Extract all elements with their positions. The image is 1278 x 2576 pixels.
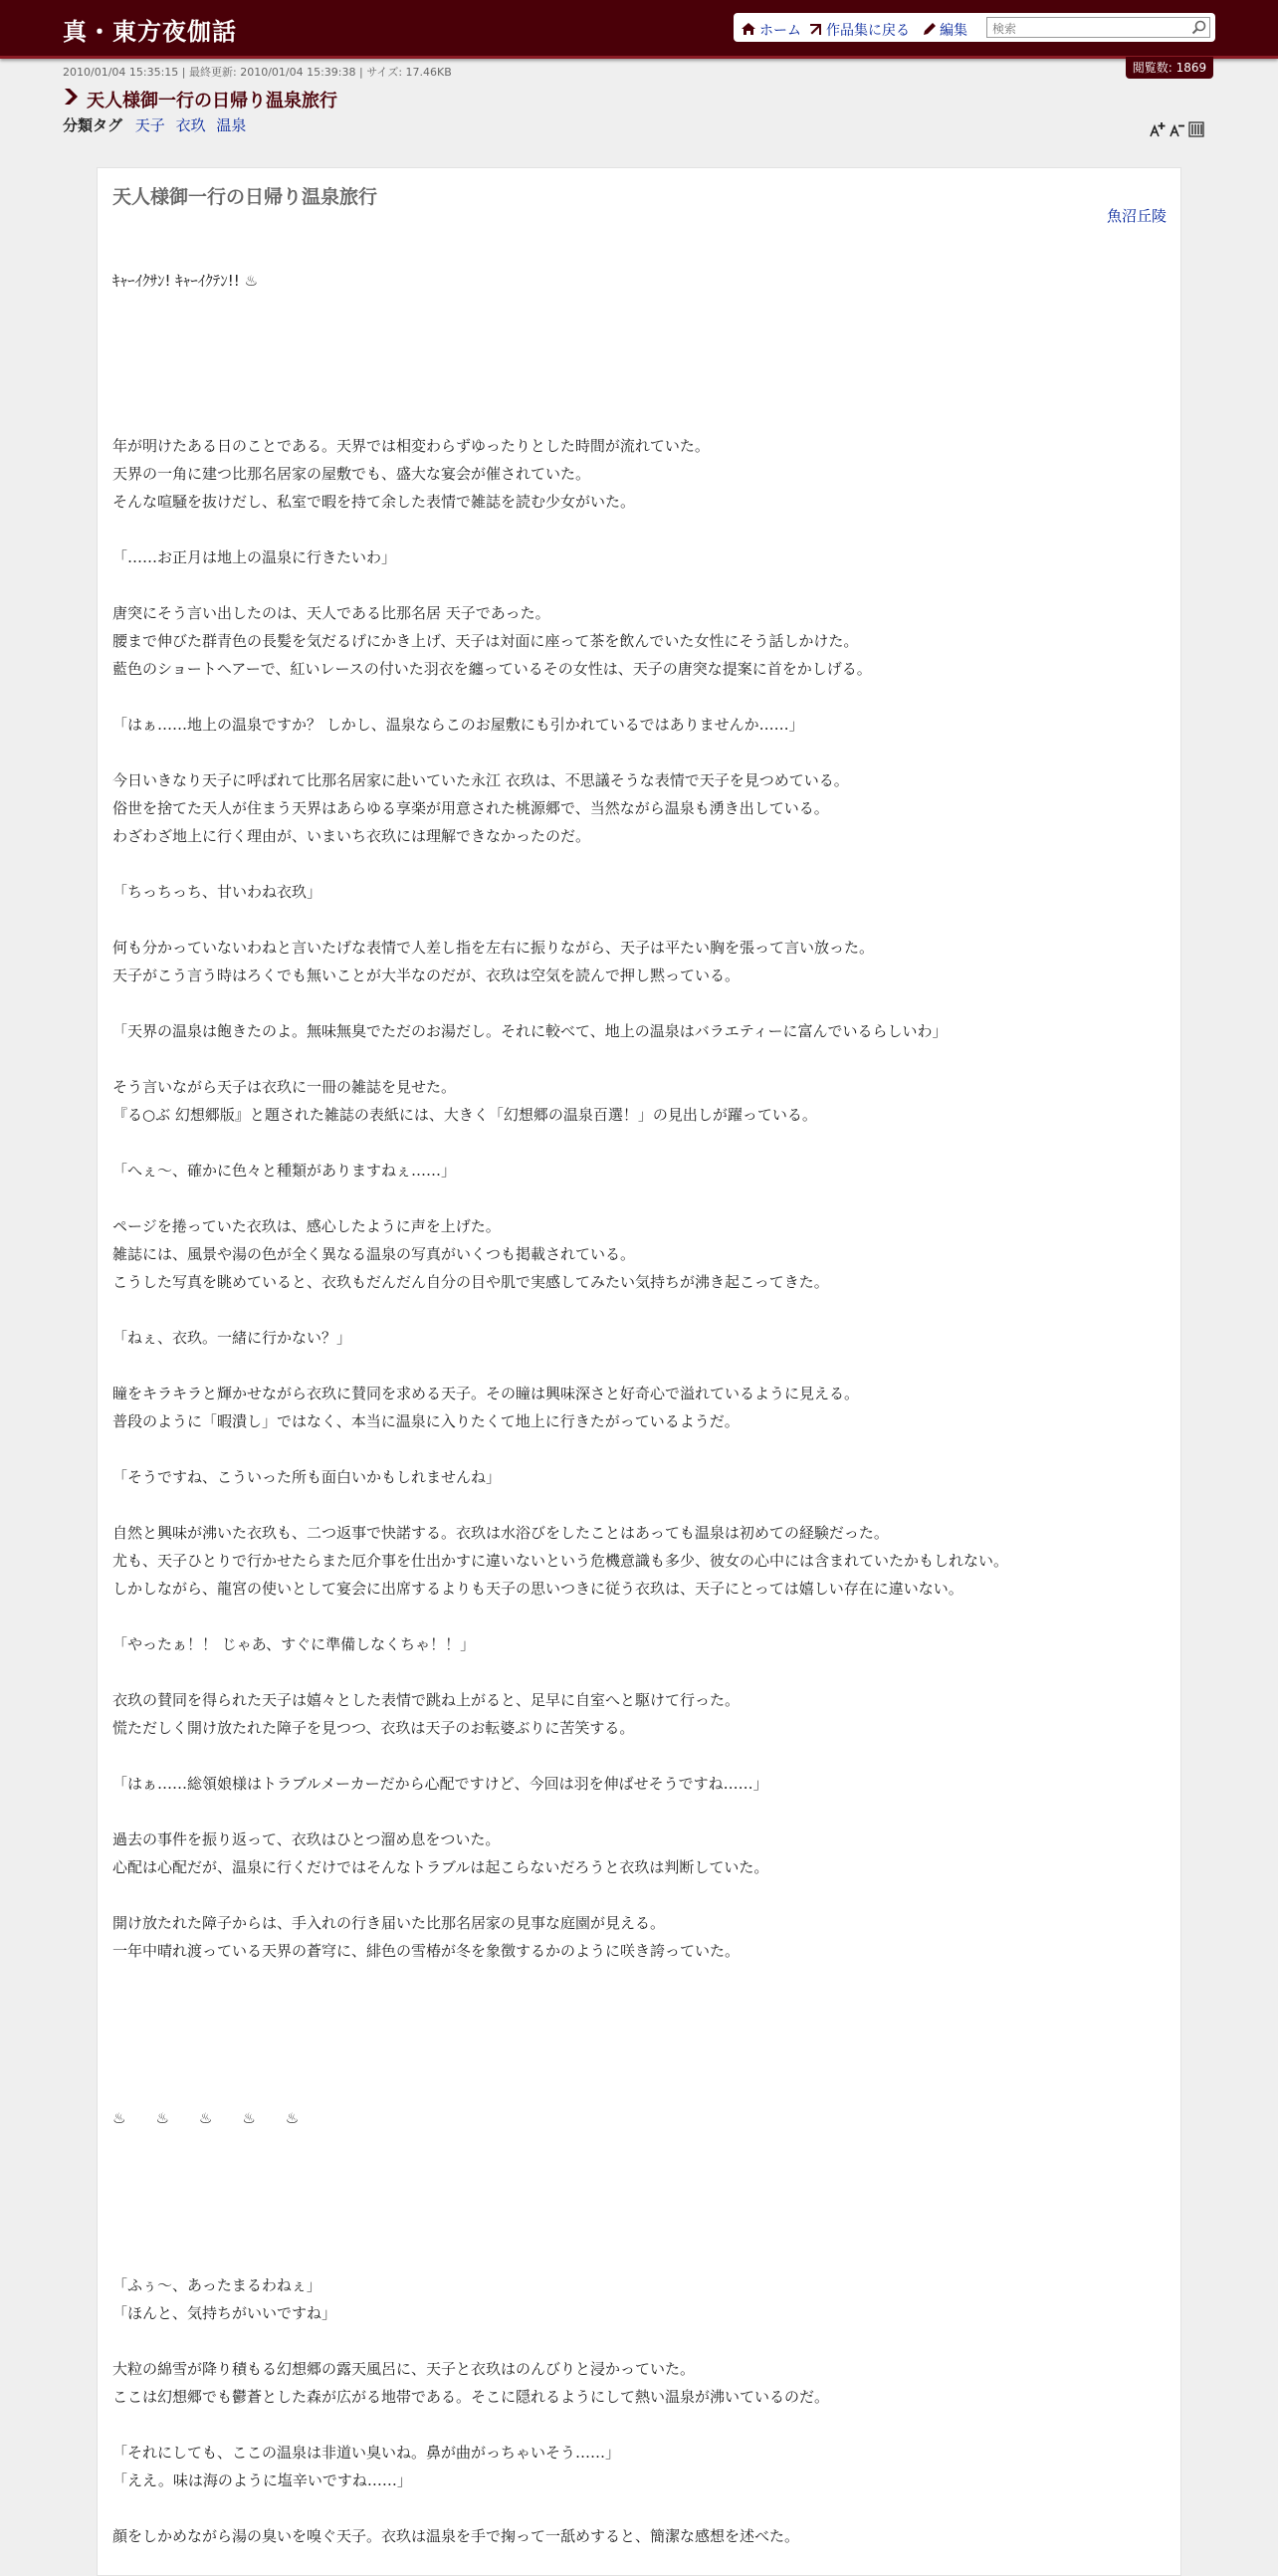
site-header	[0, 0, 1278, 59]
search-box	[986, 17, 1210, 38]
tag-label: 分類タグ	[63, 116, 123, 134]
tag-link[interactable]: 温泉	[216, 116, 247, 134]
story-line: 自然と興味が沸いた衣玖も、二つ返事で快諾する。衣玖は水浴びをしたことはあっても温泉は初めての経験だった。	[112, 1524, 889, 1542]
nav-box	[734, 13, 1215, 42]
story-line: 一年中晴れ渡っている天界の蒼穹に、緋色の雪椿が冬を象徴するかのように咲き誇っていた。	[112, 1942, 741, 1960]
story-line: 「ちっちっち、甘いわね衣玖」	[112, 883, 322, 901]
story-line: 普段のように「暇潰し」ではなく、本当に温泉に入りたくて地上に行きたがっているようだ。	[112, 1412, 740, 1430]
hot-spring-divider: ♨ ♨ ♨ ♨ ♨	[112, 2109, 300, 2127]
tag-link[interactable]: 天子	[134, 116, 165, 134]
story-line: しかしながら、龍宮の使いとして宴会に出席するよりも天子の思いつきに従う衣玖は、天子にとっては嬉しい存在に違いない。	[112, 1580, 963, 1598]
story-line: 瞳をキラキラと輝かせながら衣玖に賛同を求める天子。その瞳は興味深さと好奇心で溢れているように見える。	[112, 1385, 860, 1402]
story-line: 慌ただしく開け放たれた障子を見つつ、衣玖は天子のお転婆ぶりに苦笑する。	[112, 1719, 635, 1737]
story-line: 『る○ぶ 幻想郷版』と題された雑誌の表紙には、大きく「幻想郷の温泉百選！」の見出しが躍っている。	[112, 1106, 817, 1124]
post-meta: 2010/01/04 15:35:15 | 最終更新: 2010/01/04 15:39:38 | サイズ: 17.46KB	[63, 66, 452, 79]
font-size-up-icon[interactable]	[1150, 121, 1166, 141]
story-line: そんな喧騒を抜けだし、私室で暇を持て余した表情で雑誌を読む少女がいた。	[112, 493, 636, 511]
story-line: そう言いながら天子は衣玖に一冊の雑誌を見せた。	[112, 1078, 457, 1096]
story-line: 「へぇ～、確かに色々と種類がありますねぇ……」	[112, 1162, 457, 1180]
nav-edit[interactable]	[923, 20, 967, 40]
story-line: 衣玖の賛同を得られた天子は嬉々とした表情で跳ね上がると、足早に自室へと駆けて行った。	[112, 1691, 741, 1709]
story-line: 何も分かっていないわねと言いたげな表情で人差し指を左右に振りながら、天子は平たい胸を張って言い放った。	[112, 939, 875, 957]
story-line: 「ふぅ～、あったまるわねぇ」	[112, 2276, 321, 2294]
home-icon	[741, 22, 756, 40]
story-line: 「やったぁ！！ じゃあ、すぐに準備しなくちゃ！！」	[112, 1635, 476, 1653]
story-line: 「それにしても、ここの温泉は非道い臭いね。鼻が曲がっちゃいそう……」	[112, 2444, 621, 2462]
story-line: 今日いきなり天子に呼ばれて比那名居家に赴いていた永江 衣玖は、不思議そうな表情で天子を見つめている。	[112, 771, 849, 789]
story-line: ページを捲っていた衣玖は、感心したように声を上げた。	[112, 1217, 501, 1235]
story-line: 天子がこう言う時はろくでも無いことが大半なのだが、衣玖は空気を読んで押し黙っている。	[112, 966, 741, 984]
story-line: 「ええ。味は海のように塩辛いですね……」	[112, 2471, 412, 2489]
story-line: 「ねぇ、衣玖。一緒に行かない？」	[112, 1329, 352, 1347]
story-line: 年が明けたある日のことである。天界では相変わらずゆったりとした時間が流れていた。	[112, 437, 710, 455]
story-line: 「はぁ……地上の温泉ですか？ しかし、温泉ならこのお屋敷にも引かれているではありませんか……」	[112, 716, 804, 734]
story-line: 「天界の温泉は飽きたのよ。無味無臭でただのお湯だし。それに較べて、地上の温泉はバラエティーに富んでいるらしいわ」	[112, 1022, 948, 1040]
author-link[interactable]: 魚沼丘陵	[1106, 207, 1167, 225]
story-line: ここは幻想郷でも鬱蒼とした森が広がる地帯である。そこに隠れるようにして熱い温泉が沸いているのだ。	[112, 2388, 830, 2406]
tag-list	[63, 114, 252, 135]
story-line: 「はぁ……総領娘様はトラブルメーカーだから心配ですけど、今回は羽を伸ばせそうですね……」	[112, 1775, 768, 1793]
chevron-right-icon	[63, 88, 79, 109]
nav-home-label: ホーム	[759, 23, 801, 39]
story-line: 腰まで伸びた群青色の長髪を気だるげにかき上げ、天子は対面に座って茶を飲んでいた女性にそう話しかけた。	[112, 632, 859, 650]
story-line: 尤も、天子ひとりで行かせたらまた厄介事を仕出かすに違いないという危機意識も多少、彼女の心中には含まれていたかもしれない。	[112, 1552, 1009, 1570]
nav-back-label: 作品集に戻る	[826, 23, 910, 39]
story-panel	[97, 167, 1181, 2576]
nav-home[interactable]	[741, 20, 801, 40]
story-line: 「そうですね、こういった所も面白いかもしれませんね」	[112, 1468, 502, 1486]
story-line: ｷｬｰｲｸｻﾝ! ｷｬｰｲｸﾃﾝ!! ♨	[112, 272, 259, 290]
story-line: 顔をしかめながら湯の臭いを嗅ぐ天子。衣玖は温泉を手で掬って一舐めすると、簡潔な感想を述べた。	[112, 2527, 800, 2545]
story-line: 「ほんと、気持ちがいいですね」	[112, 2304, 337, 2322]
story-line: 天界の一角に建つ比那名居家の屋敷でも、盛大な宴会が催されていた。	[112, 465, 591, 483]
story-line: こうした写真を眺めていると、衣玖もだんだん自分の目や肌で実感してみたい気持ちが沸き起こってきた。	[112, 1273, 829, 1291]
story-line: 「……お正月は地上の温泉に行きたいわ」	[112, 548, 397, 566]
view-count-badge: 閲覧数: 1869	[1126, 57, 1213, 79]
font-size-down-icon[interactable]	[1170, 121, 1185, 141]
story-line: 大粒の綿雪が降り積もる幻想郷の露天風呂に、天子と衣玖はのんびりと浸かっていた。	[112, 2360, 696, 2378]
pencil-icon	[923, 22, 937, 40]
back-arrow-icon	[809, 22, 823, 40]
vertical-writing-icon[interactable]	[1188, 121, 1204, 141]
story-line: 過去の事件を振り返って、衣玖はひとつ溜め息をついた。	[112, 1830, 501, 1848]
story-line: 唐突にそう言い出したのは、天人である比那名居 天子であった。	[112, 604, 550, 622]
story-line: 雑誌には、風景や湯の色が全く異なる温泉の写真がいくつも掲載されている。	[112, 1245, 636, 1263]
tag-link[interactable]: 衣玖	[175, 116, 206, 134]
story-line: 俗世を捨てた天人が住まう天界はあらゆる享楽が用意された桃源郷で、当然ながら温泉も湧き出している。	[112, 799, 829, 817]
site-title[interactable]: 真・東方夜伽話	[63, 18, 237, 46]
story-line: 開け放たれた障子からは、手入れの行き届いた比那名居家の見事な庭園が見える。	[112, 1914, 666, 1932]
search-icon[interactable]	[1191, 20, 1206, 39]
search-input[interactable]	[990, 20, 1183, 39]
nav-back[interactable]	[809, 20, 910, 40]
story-line: わざわざ地上に行く理由が、いまいち衣玖には理解できなかったのだ。	[112, 827, 591, 845]
work-title: 天人様御一行の日帰り温泉旅行	[112, 186, 378, 208]
story-line: 藍色のショートヘアーで、紅いレースの付いた羽衣を纏っているその女性は、天子の唐突な提案に首をかしげる。	[112, 660, 872, 678]
story-line: 心配は心配だが、温泉に行くだけではそんなトラブルは起こらないだろうと衣玖は判断していた。	[112, 1858, 769, 1876]
nav-edit-label: 編集	[940, 23, 967, 39]
page-title: 天人様御一行の日帰り温泉旅行	[87, 91, 337, 111]
